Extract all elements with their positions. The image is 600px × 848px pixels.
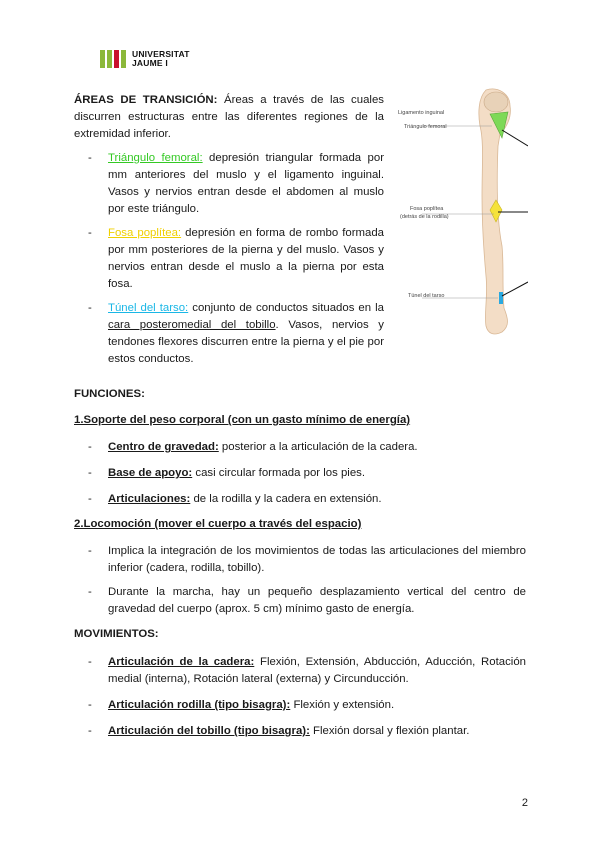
- transition-areas-list: [88, 150, 384, 375]
- term-triangulo-femoral: Triángulo femoral:: [108, 152, 203, 164]
- logo-line1: UNIVERSITAT: [132, 49, 190, 59]
- soporte-list: [88, 439, 526, 515]
- term-tunel-tarso: Túnel del tarso:: [108, 302, 189, 314]
- subsection-title-soporte: 1.Soporte del peso corporal (con un gasto mínimo de energía): [74, 414, 411, 426]
- area-text: depresión triangular formada por mm anteriores del muslo y el ligamento inguinal. Vasos y nervios entran desde el abdomen al muslo por este triángulo.: [108, 152, 384, 215]
- page-number: 2: [521, 797, 528, 809]
- section-title-movimientos: MOVIMIENTOS:: [74, 628, 159, 640]
- locomocion-list: [88, 543, 526, 625]
- logo-mark-icon: [100, 50, 126, 68]
- intro-title: ÁREAS DE TRANSICIÓN:: [74, 94, 218, 106]
- area-text: . Vasos, nervios y tendones flexores discurren entre la pierna y el pie por estos conductos.: [108, 319, 384, 365]
- university-logo: [100, 50, 190, 68]
- area-text: conjunto de conductos situados en la: [188, 302, 384, 314]
- list-item: [88, 150, 384, 218]
- term-fosa-poplitea: Fosa poplítea:: [108, 227, 182, 239]
- intro-paragraph: [74, 92, 384, 143]
- term-cadera: Articulación de la cadera:: [108, 656, 255, 668]
- list-item: [88, 697, 526, 714]
- intro-text: Áreas a través de las cuales discurren estructuras entre las diferentes regiones de la extremidad inferior.: [74, 94, 384, 140]
- leg-anatomy-figure: [398, 86, 528, 346]
- area-text: depresión en forma de rombo formada por mm posteriores de la pierna y del muslo. Vasos y nervios entran desde el muslo a la pierna por esta fosa.: [108, 227, 385, 290]
- term-base-apoyo: Base de apoyo:: [108, 467, 193, 479]
- list-item: [88, 723, 526, 740]
- item-text: Flexión y extensión.: [290, 699, 395, 711]
- item-text: Flexión, Extensión, Abducción, Aducción, Rotación medial (interna), Rotación lateral (externa) y Circunducción.: [108, 656, 526, 685]
- movimientos-list: [88, 654, 526, 747]
- item-text: posterior a la articulación de la cadera.: [218, 441, 418, 453]
- list-item: - Implica la integración de los movimientos de todas las articulaciones del miembro inferior (cadera, rodilla, tobillo).: [88, 543, 526, 577]
- item-text: Flexión dorsal y flexión plantar.: [309, 725, 470, 737]
- term-articulaciones: Articulaciones:: [108, 493, 191, 505]
- term-rodilla: Articulación rodilla (tipo bisagra):: [108, 699, 291, 711]
- area-underlined: cara posteromedial del tobillo: [108, 319, 276, 331]
- term-centro-gravedad: Centro de gravedad:: [108, 441, 219, 453]
- list-item: [88, 491, 526, 508]
- term-tobillo: Articulación del tobillo (tipo bisagra):: [108, 725, 310, 737]
- figure-label: Fosa poplítea: [410, 206, 444, 212]
- list-item: - Durante la marcha, hay un pequeño desplazamiento vertical del centro de gravedad del cuerpo (aprox. 5 cm) mínimo gasto de energía.: [88, 584, 526, 618]
- item-text: de la rodilla y la cadera en extensión.: [190, 493, 382, 505]
- list-item: [88, 300, 384, 368]
- logo-line2: JAUME I: [132, 58, 168, 68]
- section-title-funciones: FUNCIONES:: [74, 388, 145, 400]
- subsection-title-locomocion: 2.Locomoción (mover el cuerpo a través del espacio): [74, 518, 362, 530]
- figure-label: Ligamento inguinal: [398, 110, 445, 116]
- list-item: [88, 439, 526, 456]
- figure-label: (detrás de la rodilla): [400, 214, 449, 220]
- item-text: casi circular formada por los pies.: [192, 467, 366, 479]
- figure-label: Triángulo femoral: [404, 124, 447, 130]
- list-item: [88, 465, 526, 482]
- list-item: [88, 225, 384, 293]
- figure-label: Túnel del tarso: [408, 293, 445, 299]
- list-item: [88, 654, 526, 688]
